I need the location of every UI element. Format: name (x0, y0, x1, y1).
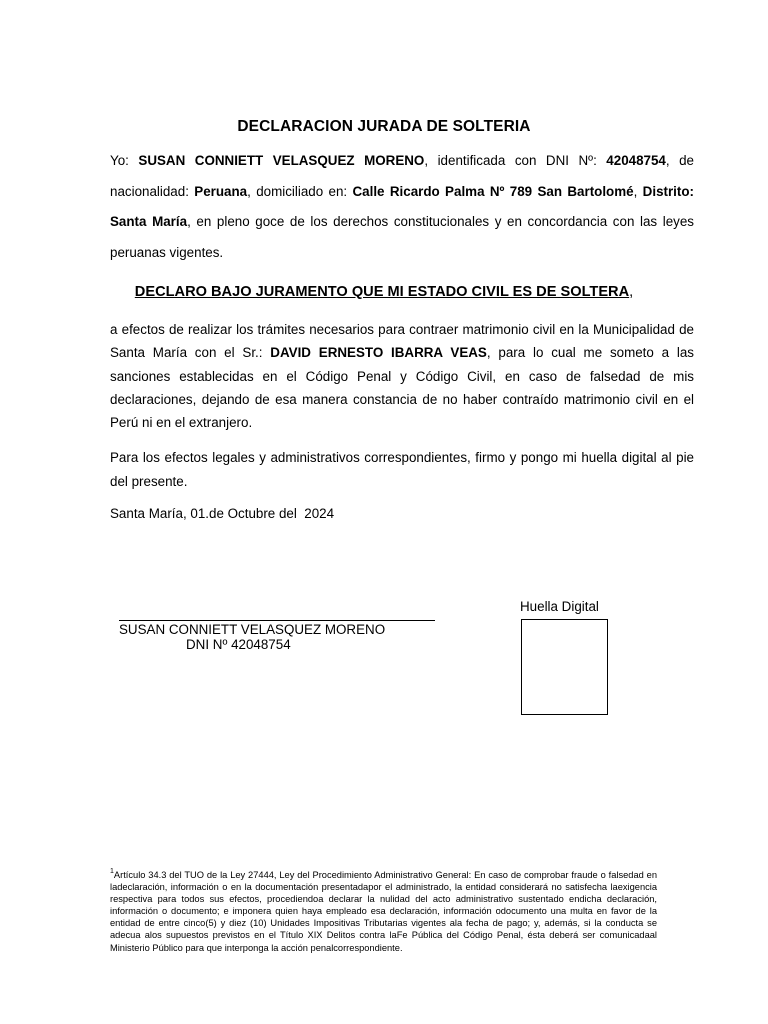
fingerprint-label: Huella Digital (520, 599, 599, 614)
date-line: Santa María, 01.de Octubre del 2024 (110, 506, 335, 521)
intro-id-text: , identificada con DNI Nº: (424, 153, 607, 168)
purpose-pre: a efectos de realizar los trámites necesarios para contraer matrimonio civil en la Municipalidad de Santa María con el Sr.: (110, 322, 694, 361)
declarant-nationality: Peruana (194, 183, 248, 199)
signature-dni: DNI Nº 42048754 (186, 637, 291, 652)
declaration-comma: , (629, 284, 634, 300)
declarant-address: Calle Ricardo Palma Nº 789 San Bartolomé (352, 183, 634, 199)
footnote-text: Artículo 34.3 del TUO de la Ley 27444, Ley del Procedimiento Administrativo General: En caso de comprobar fraude o falsedad en ladeclaración, información o en la documentación presentadapor el administrado, la entidad considerará no satisfecha laexigencia respectiva para todos sus efectos, procediendoa declarar la nulidad del acto administrativo sustentado endicha declaración, información o documento; e imponera quien haya empleado esa declaración, información odocumento una multa en favor de la entidad de entre cinco(5) y diez (10) Unidades Impositivas Tributarias vigentes ala fecha de pago; y, además, si la conducta se adecua alos supuestos previstos en el Título XIX Delitos contra laFe Pública del Código Penal, ésta deberá ser comunicadaal Ministerio Público para que interponga la acción penalcorrespondiente. (110, 870, 657, 953)
footnote-mark: 1 (110, 868, 114, 875)
purpose-paragraph (110, 318, 694, 434)
effects-paragraph: Para los efectos legales y administrativos correspondientes, firmo y pongo mi huella digital al pie del presente. (110, 450, 694, 489)
footnote (110, 869, 657, 954)
partner-name: DAVID ERNESTO IBARRA VEAS (270, 345, 487, 361)
declarant-name: SUSAN CONNIETT VELASQUEZ MORENO (138, 153, 425, 168)
declarant-dni: 42048754 (606, 153, 666, 168)
intro-paragraph (110, 146, 694, 268)
signature-line (119, 620, 435, 621)
purpose-post: , para lo cual me someto a las sanciones establecidas en el Código Penal y Código Civil, en caso de falsedad de mis declaraciones, dejando de esa manera constancia de no haber contraído matrimonio civil en el Perú ni en el extranjero. (110, 345, 694, 431)
intro-tail: , en pleno goce de los derechos constitucionales y en concordancia con las leyes peruanas vigentes. (110, 214, 694, 260)
intro-domicile-label: , domiciliado en: (247, 183, 353, 199)
fingerprint-box (521, 619, 608, 715)
declaration-heading (0, 284, 768, 300)
declarant-district: Distrito: Santa María (110, 183, 694, 229)
signature-name: SUSAN CONNIETT VELASQUEZ MORENO (119, 622, 386, 637)
intro-yo: Yo: (110, 153, 139, 168)
intro-separator: , (633, 183, 643, 199)
intro-nationality-label: , de nacionalidad: (110, 153, 695, 199)
declaration-text: DECLARO BAJO JURAMENTO QUE MI ESTADO CIVIL ES DE SOLTERA (134, 284, 630, 300)
document-title: DECLARACION JURADA DE SOLTERIA (237, 118, 531, 135)
